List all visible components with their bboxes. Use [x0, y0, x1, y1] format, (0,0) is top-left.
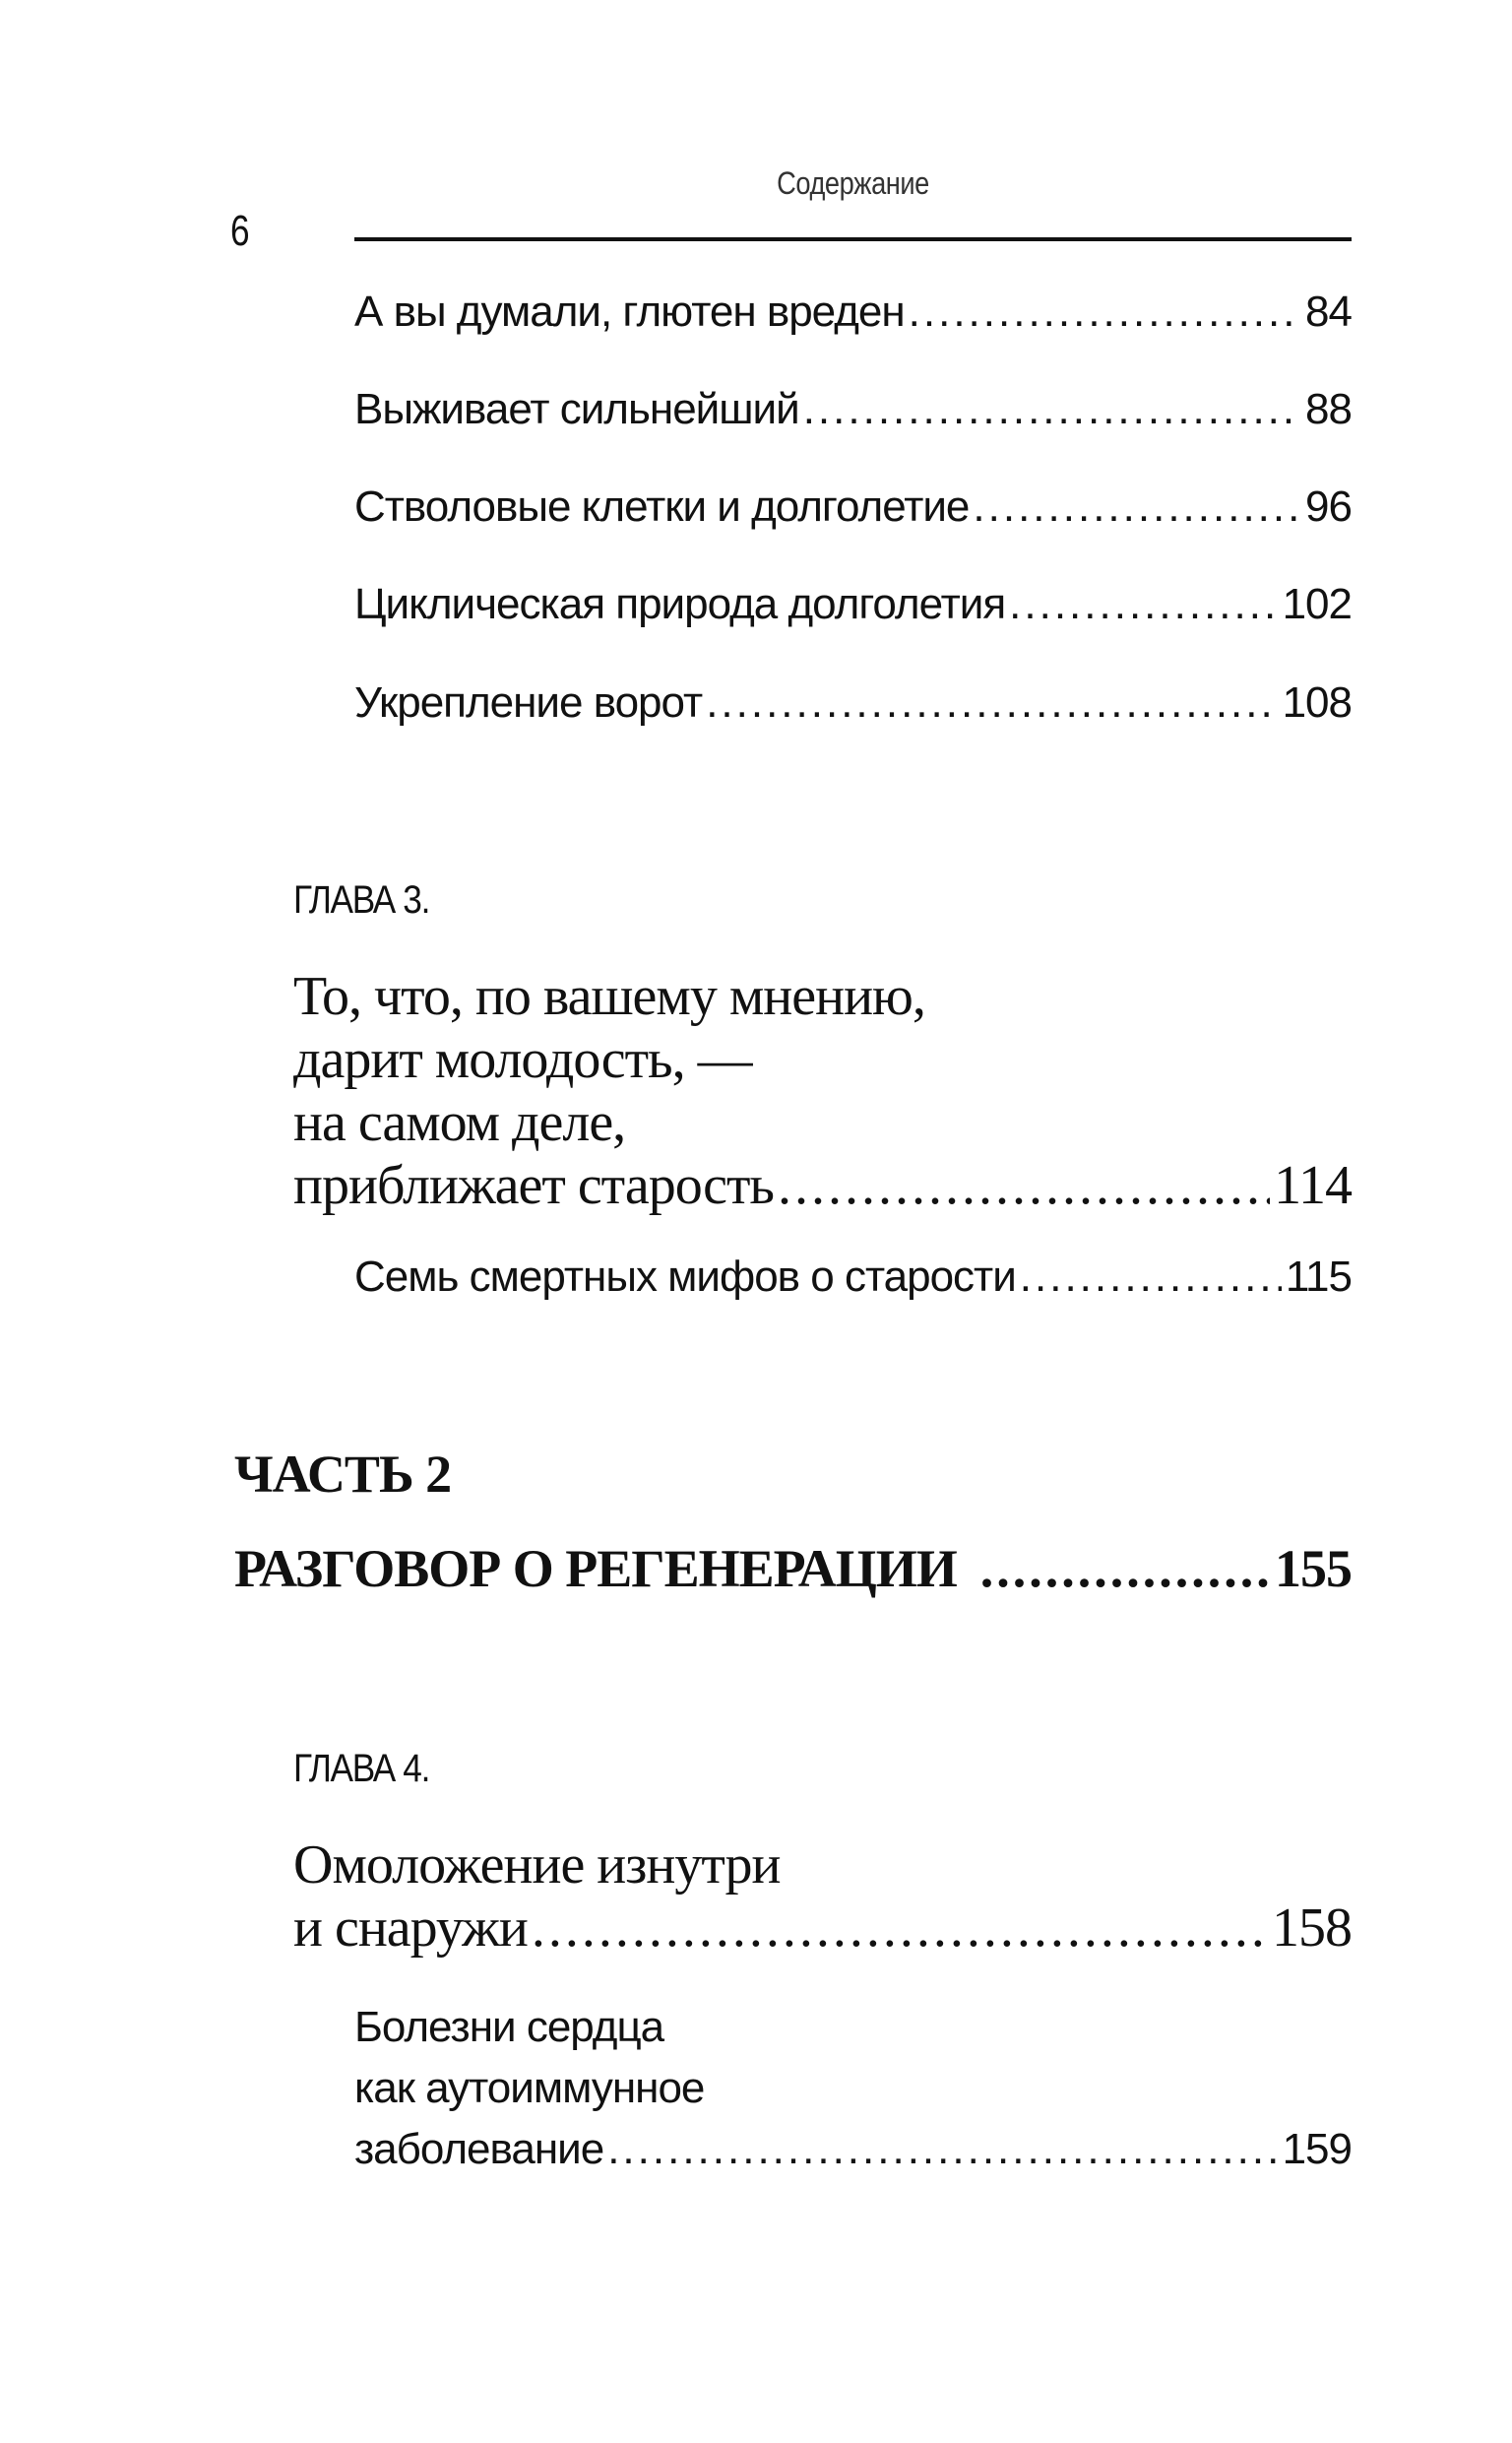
chapter-3-label: ГЛАВА 3.: [293, 878, 430, 922]
chapter-3-page: 114: [1274, 1155, 1352, 1216]
chapter-4-label: ГЛАВА 4.: [293, 1747, 430, 1790]
toc-entry-page: 84: [1305, 288, 1352, 336]
toc-entry[interactable]: [354, 288, 1352, 337]
toc-entry-title: Циклическая природа долголетия: [354, 580, 1006, 628]
toc-entry[interactable]: [354, 1253, 1352, 1302]
leader-dots: [778, 1154, 1270, 1217]
header-rule: [354, 237, 1352, 241]
toc-entry-title: Семь смертных мифов о старости: [354, 1253, 1016, 1301]
toc-entry[interactable]: [354, 678, 1352, 728]
leader-dots: [607, 2119, 1278, 2180]
toc-entry-page: 159: [1282, 2125, 1352, 2173]
leader-dots: [532, 1897, 1268, 1960]
chapter-3-title[interactable]: [293, 965, 1352, 1217]
chapter-title-line: То, что, по вашему мнению,: [293, 966, 925, 1027]
toc-entry-page: 115: [1285, 1253, 1352, 1301]
page-number: 6: [230, 207, 250, 255]
chapter-title-line: и снаружи: [293, 1897, 528, 1959]
toc-entry-page: 96: [1305, 482, 1352, 531]
chapter-4-page: 158: [1272, 1897, 1352, 1959]
leader-dots: [803, 385, 1301, 434]
toc-entry[interactable]: [354, 1997, 1352, 2180]
toc-entry-page: 88: [1305, 385, 1352, 433]
leader-dots: [973, 482, 1301, 532]
leader-dots: [1020, 1253, 1282, 1302]
leader-dots: [1009, 580, 1278, 629]
part-2-title[interactable]: [234, 1538, 1352, 1599]
toc-entry-title: Стволовые клетки и долголетие: [354, 482, 970, 531]
chapter-4-title[interactable]: [293, 1833, 1352, 1960]
toc-entry-title: А вы думали, глютен вреден: [354, 288, 905, 336]
toc-entry-page: 108: [1282, 678, 1352, 727]
leader-dots: [909, 288, 1301, 337]
toc-entry-title: Укрепление ворот: [354, 678, 703, 727]
toc-entry-title-line: заболевание: [354, 2125, 604, 2173]
running-head-title: Содержание: [777, 165, 929, 201]
toc-entry-page: 102: [1282, 580, 1352, 628]
part-2-page: 155: [1275, 1539, 1352, 1598]
chapter-title-line: приближает старость: [293, 1155, 774, 1216]
toc-entry-title-line: как аутоиммунное: [354, 2064, 705, 2112]
toc-entry[interactable]: [354, 385, 1352, 434]
toc-entry[interactable]: [354, 580, 1352, 629]
leader-dots: [980, 1538, 1271, 1599]
toc-entry-title: Выживает сильнейший: [354, 385, 799, 433]
chapter-title-line: на самом деле,: [293, 1092, 626, 1153]
chapter-title-line: Омоложение изнутри: [293, 1834, 781, 1896]
toc-entry-title-line: Болезни сердца: [354, 2003, 664, 2051]
chapter-title-line: дарит молодость, —: [293, 1029, 752, 1090]
part-title: РАЗГОВОР О РЕГЕНЕРАЦИИ: [234, 1539, 957, 1598]
toc-entry[interactable]: [354, 482, 1352, 532]
leader-dots: [706, 678, 1278, 728]
part-2-label: ЧАСТЬ 2: [234, 1445, 452, 1504]
